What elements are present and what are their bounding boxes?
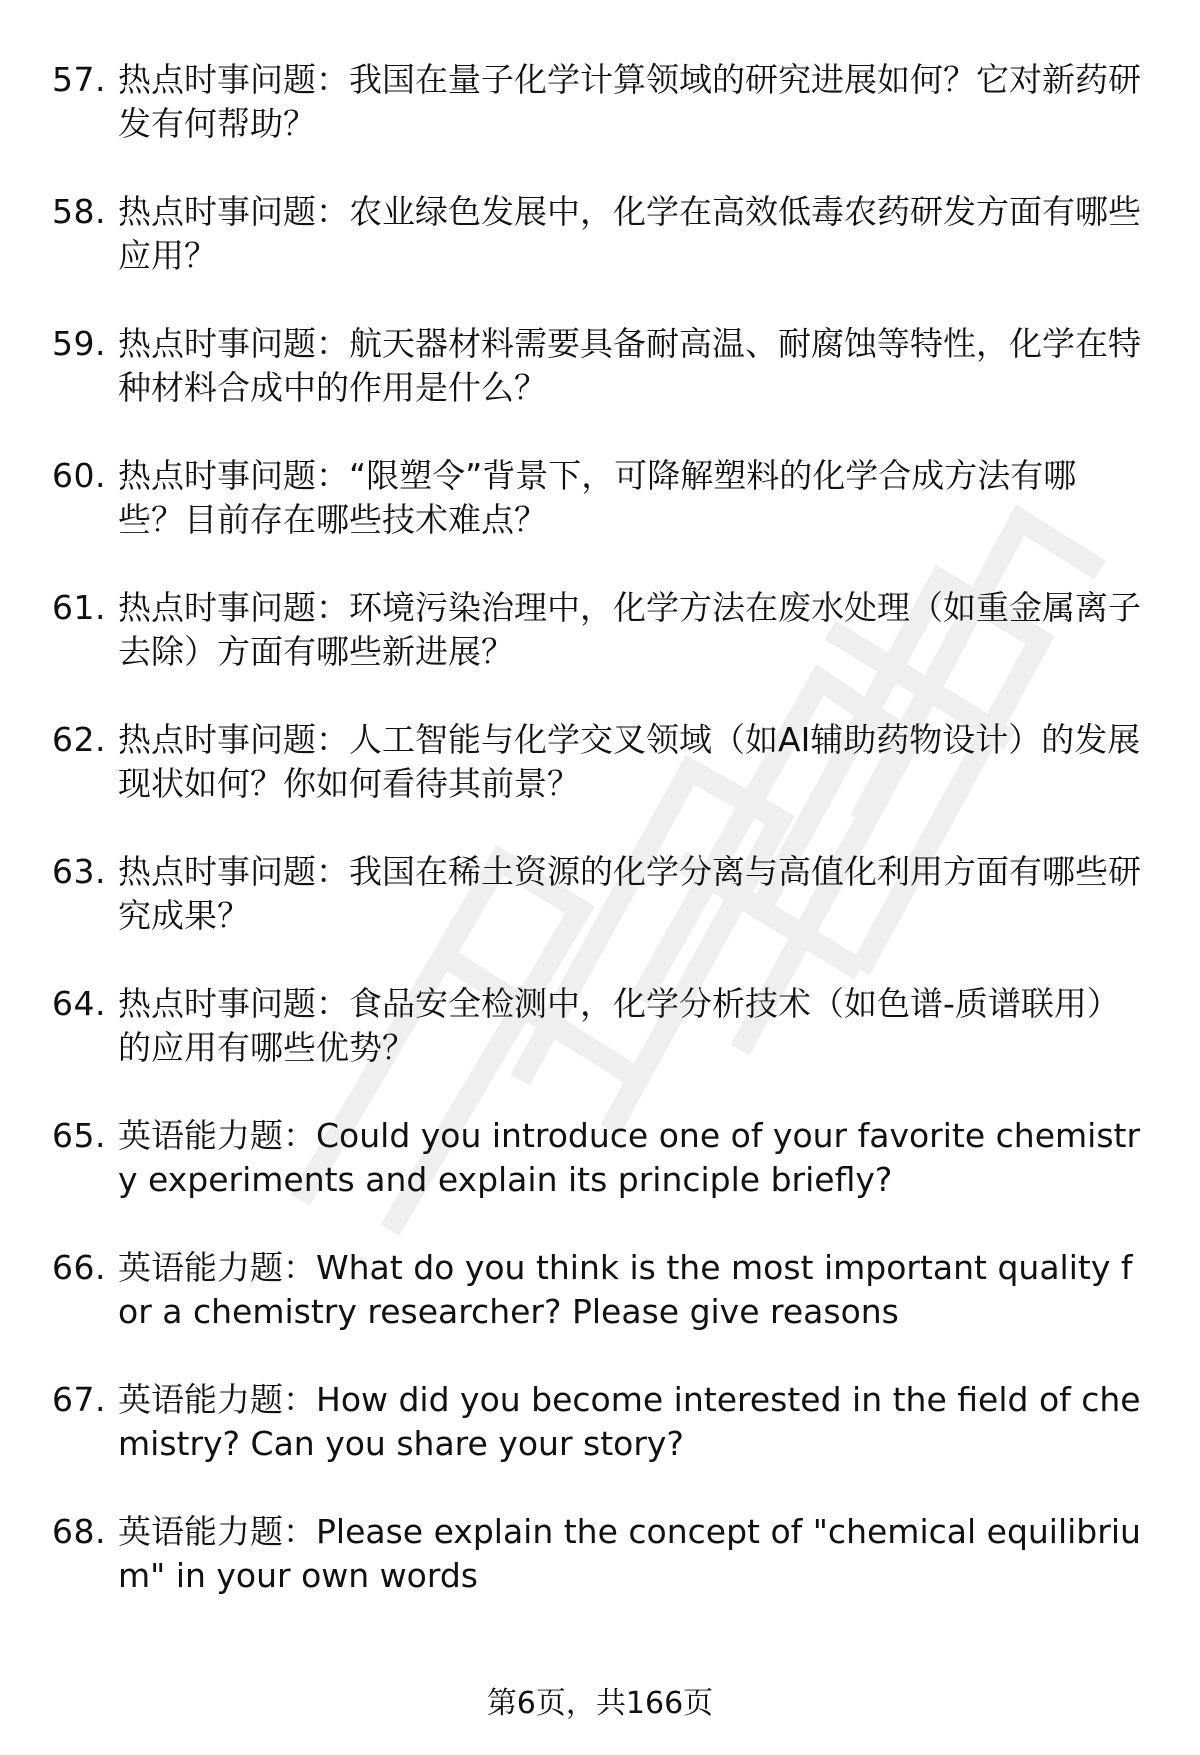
- question-item: [52, 190, 1162, 322]
- question-text: 热点时事问题：我国在稀土资源的化学分离与高值化利用方面有哪些研究成果？: [118, 852, 1141, 935]
- question-item: [52, 850, 1162, 982]
- question-number: 59.: [52, 324, 106, 363]
- page-indicator: 第6页，共166页: [486, 1686, 714, 1721]
- question-item: [52, 718, 1162, 850]
- question-item: [52, 322, 1162, 454]
- question-item: [52, 1378, 1162, 1510]
- question-number: 64.: [52, 984, 106, 1023]
- question-number: 67.: [52, 1380, 106, 1419]
- question-number: 65.: [52, 1116, 106, 1155]
- question-number: 57.: [52, 60, 106, 99]
- question-item: [52, 1510, 1162, 1642]
- question-text: 英语能力题：Please explain the concept of "chemical equilibrium" in your own words: [118, 1512, 1141, 1595]
- question-number: 58.: [52, 192, 106, 231]
- question-item: [52, 1114, 1162, 1246]
- question-number: 68.: [52, 1512, 106, 1551]
- question-list: [52, 58, 1162, 1642]
- question-text: 热点时事问题：食品安全检测中，化学分析技术（如色谱-质谱联用）的应用有哪些优势？: [118, 984, 1120, 1067]
- question-text: 英语能力题：What do you think is the most important quality for a chemistry researcher? Please give reasons: [118, 1248, 1133, 1331]
- question-text: 热点时事问题：农业绿色发展中，化学在高效低毒农药研发方面有哪些应用？: [118, 192, 1141, 275]
- question-text: 英语能力题：Could you introduce one of your favorite chemistry experiments and explain its principle briefly?: [118, 1116, 1141, 1199]
- question-number: 61.: [52, 588, 106, 627]
- question-text: 热点时事问题：“限塑令”背景下，可降解塑料的化学合成方法有哪些？目前存在哪些技术难点？: [118, 456, 1077, 539]
- question-number: 62.: [52, 720, 106, 759]
- question-item: [52, 982, 1162, 1114]
- question-number: 63.: [52, 852, 106, 891]
- question-text: 热点时事问题：航天器材料需要具备耐高温、耐腐蚀等特性，化学在特种材料合成中的作用是什么？: [118, 324, 1141, 407]
- question-item: [52, 1246, 1162, 1378]
- question-item: [52, 586, 1162, 718]
- question-number: 60.: [52, 456, 106, 495]
- question-text: 英语能力题：How did you become interested in the field of chemistry? Can you share your story?: [118, 1380, 1141, 1463]
- question-text: 热点时事问题：人工智能与化学交叉领域（如AI辅助药物设计）的发展现状如何？你如何看待其前景？: [118, 720, 1141, 803]
- question-number: 66.: [52, 1248, 106, 1287]
- question-item: [52, 454, 1162, 586]
- question-text: 热点时事问题：环境污染治理中，化学方法在废水处理（如重金属离子去除）方面有哪些新进展？: [118, 588, 1141, 671]
- question-text: 热点时事问题：我国在量子化学计算领域的研究进展如何？它对新药研发有何帮助？: [118, 60, 1141, 143]
- question-item: [52, 58, 1162, 190]
